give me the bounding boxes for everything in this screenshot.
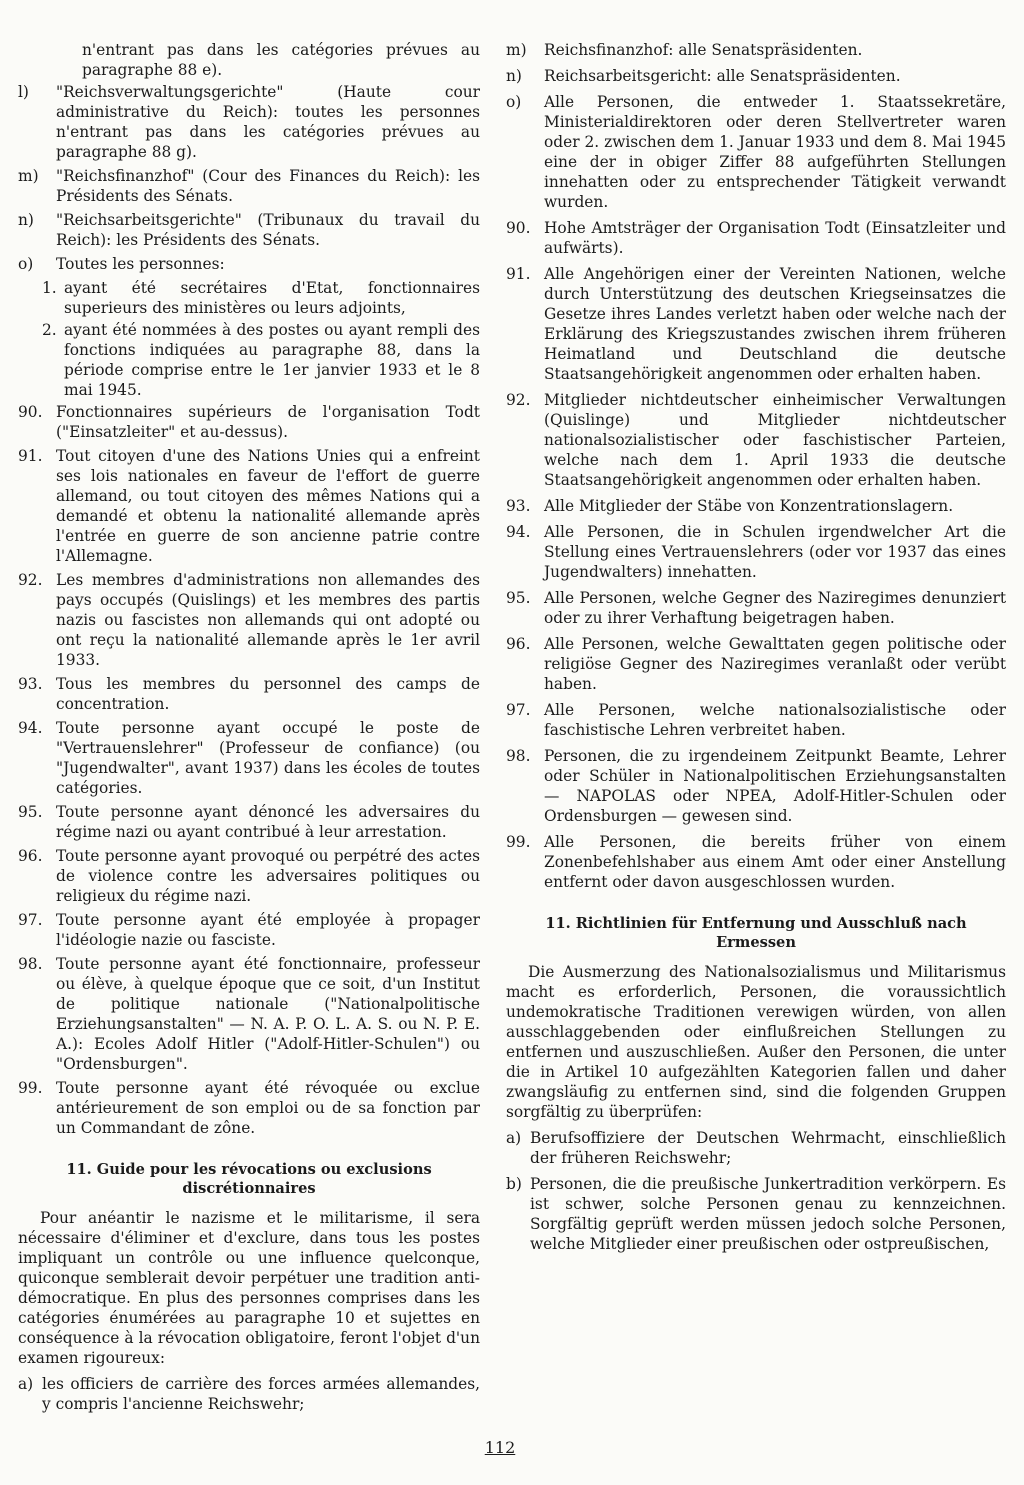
item-text: Personen, die zu irgendeinem Zeitpunkt Beamte, Lehrer oder Schüler in Nationalpolitischen Erziehungsanstalten — NAPOLAS oder NPEA, Adolf-Hitler-Schulen oder Ordensburgen — gewesen sind. bbox=[544, 747, 1006, 825]
sub-item bbox=[42, 320, 480, 400]
list-item bbox=[18, 210, 480, 250]
item-number: 94. bbox=[506, 523, 531, 541]
lettered-list bbox=[506, 1128, 1006, 1254]
item-number: 98. bbox=[18, 955, 43, 973]
item-text: Mitglieder nichtdeutscher einheimischer Verwaltungen (Quislinge) und Mitglieder nichtdeutscher nationalsozialistischer oder faschistischer Parteien, welche nach dem 1. April 1933 die deutsche Staatsangehörigkeit angenommen oder erhalten haben. bbox=[544, 391, 1006, 489]
item-number: 92. bbox=[506, 391, 531, 409]
section-heading: 11. Guide pour les révocations ou exclusions discrétionnaires bbox=[66, 1161, 432, 1197]
item-text: Toutes les personnes: bbox=[56, 255, 225, 273]
item-number: 90. bbox=[18, 403, 43, 421]
item-text: Personen, die die preußische Junkertradition verkörpern. Es ist schwer, solche Personen genau zu kennzeichnen. Sorgfältig geprüft werden müssen jedoch solche Personen, welche Mitglieder einer preußischen oder ostpreußischen, bbox=[530, 1175, 1006, 1253]
item-text: Reichsfinanzhof: alle Senatspräsidenten. bbox=[544, 41, 863, 59]
section-paragraph: Pour anéantir le nazisme et le militarisme, il sera nécessaire d'éliminer et d'exclure, dans tous les postes impliquant un contrôle ou une influence quelconque, quiconque semblerait devoir perpétuer une tradition anti-démocratique. En plus des personnes comprises dans les catégories énumérées au paragraphe 10 et sujettes en conséquence à la révocation obligatoire, feront l'objet d'un examen rigoureux: bbox=[18, 1209, 480, 1367]
item-text: Les membres d'administrations non allemandes des pays occupés (Quislings) et les membres des partis nazis ou fascistes non allemands qui ont adopté ou ont reçu la nationalité allemande après le 1er avril 1933. bbox=[56, 571, 480, 669]
item-number: 95. bbox=[18, 803, 43, 821]
item-text: "Reichsfinanzhof" (Cour des Finances du Reich): les Présidents des Sénats. bbox=[56, 167, 480, 205]
numbered-paragraphs bbox=[18, 402, 480, 1138]
item-text: Reichsarbeitsgericht: alle Senatspräsidenten. bbox=[544, 67, 901, 85]
item-text: Alle Personen, die bereits früher von einem Zonenbefehlshaber aus einem Amt oder einer Anstellung entfernt oder davon ausgeschlossen wurden. bbox=[544, 833, 1006, 891]
list-item bbox=[506, 522, 1006, 582]
item-number: o) bbox=[506, 93, 522, 111]
item-text: Toute personne ayant dénoncé les adversaires du régime nazi ou ayant contribué à leur arrestation. bbox=[56, 803, 480, 841]
item-number: 93. bbox=[18, 675, 43, 693]
list-item bbox=[506, 218, 1006, 258]
sub-item-number: 2. bbox=[42, 321, 57, 339]
item-number: n) bbox=[506, 67, 522, 85]
list-item bbox=[506, 746, 1006, 826]
list-item bbox=[18, 846, 480, 906]
item-text: Toute personne ayant été révoquée ou exclue antérieurement de son emploi ou de sa fonction par un Commandant de zône. bbox=[56, 1079, 480, 1137]
section-heading: 11. Richtlinien für Entfernung und Ausschluß nach Ermessen bbox=[545, 915, 967, 951]
item-number: 93. bbox=[506, 497, 531, 515]
list-item bbox=[506, 588, 1006, 628]
item-number: 91. bbox=[18, 447, 43, 465]
item-text: Alle Personen, die in Schulen irgendwelcher Art die Stellung eines Vertrauenslehrers (oder vor 1937 das eines Jugendwalters) innehatten. bbox=[544, 523, 1006, 581]
list-item bbox=[506, 264, 1006, 384]
list-item bbox=[18, 166, 480, 206]
list-item bbox=[18, 954, 480, 1074]
list-item bbox=[18, 254, 480, 274]
list-item bbox=[506, 496, 1006, 516]
right-column-german bbox=[506, 40, 1006, 1260]
item-text: Toute personne ayant été fonctionnaire, professeur ou élève, à quelque époque que ce soit, d'un Institut de politique nationale ("Nationalpolitische Erziehungsanstalten" — N. A. P. O. L. A. S. ou N. P. E. A.): Ecoles Adolf Hitler ("Adolf-Hitler-Schulen") ou "Ordensburgen". bbox=[56, 955, 480, 1073]
item-letter: a) bbox=[506, 1129, 522, 1147]
list-item bbox=[18, 570, 480, 670]
item-number: 91. bbox=[506, 265, 531, 283]
item-text: Hohe Amtsträger der Organisation Todt (Einsatzleiter und aufwärts). bbox=[544, 219, 1006, 257]
list-item bbox=[506, 92, 1006, 212]
list-item bbox=[506, 634, 1006, 694]
item-text: Alle Angehörigen einer der Vereinten Nationen, welche durch Unterstützung des deutschen Kriegseinsatzes die Gesetze ihres Landes verletzt haben oder welche nach der Erklärung des Kriegszustandes zwischen ihrem früheren Heimatland und Deutschland die deutsche Staatsangehörigkeit angenommen oder erhalten haben. bbox=[544, 265, 1006, 383]
list-item bbox=[506, 832, 1006, 892]
lettered-list bbox=[18, 1374, 480, 1414]
list-item bbox=[18, 802, 480, 842]
list-item bbox=[506, 1174, 1006, 1254]
sub-item-text: ayant été nommées à des postes ou ayant rempli des fonctions indiquées au paragraphe 88, dans la période comprise entre le 1er janvier 1933 et le 8 mai 1945. bbox=[64, 321, 480, 399]
list-item bbox=[18, 446, 480, 566]
item-number: 96. bbox=[18, 847, 43, 865]
list-item bbox=[18, 718, 480, 798]
item-text: Alle Mitglieder der Stäbe von Konzentrationslagern. bbox=[544, 497, 954, 515]
item-number: m) bbox=[506, 41, 527, 59]
item-text: Toute personne ayant provoqué ou perpétré des actes de violence contre les adversaires politiques ou religieux du régime nazi. bbox=[56, 847, 480, 905]
sub-item-number: 1. bbox=[42, 279, 57, 297]
section-paragraph: Die Ausmerzung des Nationalsozialismus und Militarismus macht es erforderlich, Personen, die voraussichtlich undemokratische Traditionen verewigen würden, von allen ausschlaggebenden oder einflußreichen Stellungen zu entfernen und auszuschließen. Außer den Personen, die unter die in Artikel 10 aufgezählten Kategorien fallen und daher zwangsläufig zu entfernen sind, sind die folgenden Gruppen sorgfältig zu überprüfen: bbox=[506, 963, 1006, 1121]
item-number: 95. bbox=[506, 589, 531, 607]
numbered-paragraphs bbox=[506, 218, 1006, 892]
item-number: 90. bbox=[506, 219, 531, 237]
item-text: Alle Personen, welche Gewalttaten gegen politische oder religiöse Gegner des Naziregimes veranlaßt oder verübt haben. bbox=[544, 635, 1006, 693]
item-letter: a) bbox=[18, 1375, 34, 1393]
list-item bbox=[18, 1374, 480, 1414]
item-text: "Reichsverwaltungsgerichte" (Haute cour administrative du Reich): toutes les personnes n'entrant pas dans les catégories prévues au paragraphe 88 g). bbox=[56, 83, 480, 161]
item-number: 96. bbox=[506, 635, 531, 653]
item-number: 94. bbox=[18, 719, 43, 737]
item-text: "Reichsarbeitsgerichte" (Tribunaux du travail du Reich): les Présidents des Sénats. bbox=[56, 211, 480, 249]
left-column-french bbox=[18, 40, 480, 1418]
list-item bbox=[18, 402, 480, 442]
item-text: Alle Personen, welche nationalsozialistische oder faschistische Lehren verbreitet haben. bbox=[544, 701, 1006, 739]
list-item bbox=[18, 674, 480, 714]
item-text: Alle Personen, welche Gegner des Naziregimes denunziert oder zu ihrer Verhaftung beigetragen haben. bbox=[544, 589, 1006, 627]
list-item bbox=[506, 66, 1006, 86]
item-number: 92. bbox=[18, 571, 43, 589]
list-item bbox=[18, 910, 480, 950]
page-number-text: 112 bbox=[484, 1438, 516, 1457]
item-number: 97. bbox=[18, 911, 43, 929]
item-number: l) bbox=[18, 83, 29, 101]
page-number bbox=[470, 1438, 530, 1457]
item-text: Toute personne ayant occupé le poste de "Vertrauenslehrer" (Professeur de confiance) (ou "Jugendwalter", avant 1937) dans les écoles de toutes catégories. bbox=[56, 719, 480, 797]
list-item bbox=[18, 1078, 480, 1138]
item-text: Tout citoyen d'une des Nations Unies qui a enfreint ses lois nationales en faveur de l'effort de guerre allemand, ou tout citoyen des mêmes Nations qui a demandé et obtenu la nationalité allemande après l'entrée en guerre de son ancienne patrie contre l'Allemagne. bbox=[56, 447, 480, 565]
item-text: Alle Personen, die entweder 1. Staatssekretäre, Ministerialdirektoren oder deren Stellvertreter waren oder 2. zwischen dem 1. Januar 1933 und dem 8. Mai 1945 eine der in obiger Ziffer 88 aufgeführten Stellungen innehatten oder zu entsprechender Tätigkeit verwandt wurden. bbox=[544, 93, 1006, 211]
item-number: m) bbox=[18, 167, 39, 185]
sub-item-text: ayant été secrétaires d'Etat, fonctionnaires superieurs des ministères ou leurs adjoints, bbox=[64, 279, 480, 317]
item-text: Tous les membres du personnel des camps de concentration. bbox=[56, 675, 480, 713]
item-number: 99. bbox=[506, 833, 531, 851]
item-number: o) bbox=[18, 255, 34, 273]
item-number: n) bbox=[18, 211, 34, 229]
item-letter: b) bbox=[506, 1175, 522, 1193]
item-text: Fonctionnaires supérieurs de l'organisation Todt ("Einsatzleiter" et au-dessus). bbox=[56, 403, 480, 441]
item-text: les officiers de carrière des forces armées allemandes, y compris l'ancienne Reichswehr; bbox=[42, 1375, 480, 1413]
item-number: 97. bbox=[506, 701, 531, 719]
item-text: Berufsoffiziere der Deutschen Wehrmacht, einschließlich der früheren Reichswehr; bbox=[530, 1129, 1006, 1167]
list-item bbox=[506, 700, 1006, 740]
list-item bbox=[506, 390, 1006, 490]
sub-item bbox=[42, 278, 480, 318]
list-item bbox=[506, 40, 1006, 60]
list-item bbox=[506, 1128, 1006, 1168]
item-number: 98. bbox=[506, 747, 531, 765]
item-text: Toute personne ayant été employée à propager l'idéologie nazie ou fasciste. bbox=[56, 911, 480, 949]
list-item bbox=[18, 82, 480, 162]
items-top-list bbox=[506, 40, 1006, 212]
item-number: 99. bbox=[18, 1079, 43, 1097]
continuation-text: n'entrant pas dans les catégories prévues au paragraphe 88 e). bbox=[82, 41, 480, 79]
items-top-list bbox=[18, 82, 480, 274]
